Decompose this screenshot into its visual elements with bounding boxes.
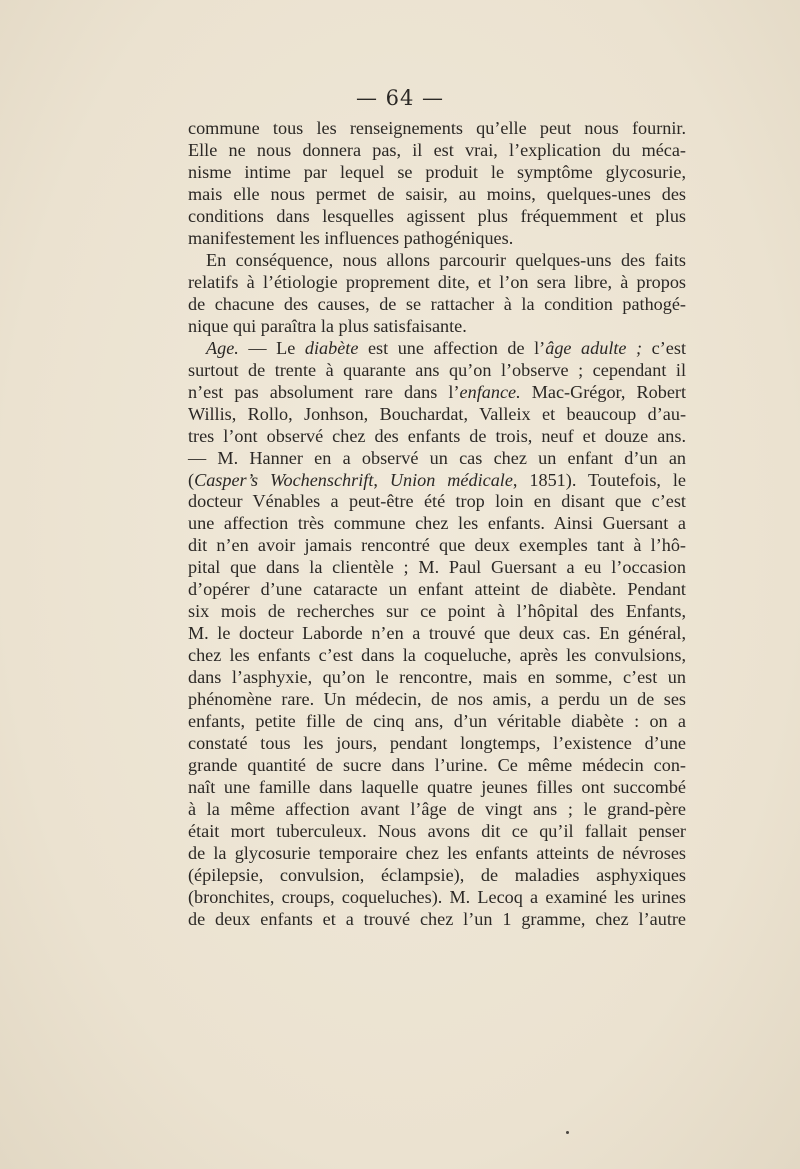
text-line — [188, 228, 686, 250]
text-line — [188, 579, 686, 601]
text-line — [188, 118, 686, 140]
text-run: naît une famille dans laquelle quatre jeunes filles ont succombé — [188, 777, 686, 798]
text-line — [188, 184, 686, 206]
italic-text: Age. — [206, 337, 239, 358]
italic-text: enfance. — [459, 381, 521, 402]
text-run: c’est — [642, 337, 686, 358]
ink-speck — [566, 1131, 569, 1134]
italic-text: diabète — [304, 337, 359, 358]
text-line — [188, 426, 686, 448]
text-line — [188, 470, 686, 492]
text-run: chez les enfants c’est dans la coqueluche, après les convulsions, — [188, 645, 686, 666]
text-line — [188, 448, 686, 470]
text-line — [188, 689, 686, 711]
text-line — [188, 821, 686, 843]
text-run: d’opérer d’une cataracte un enfant atteint de diabète. Pendant — [188, 579, 686, 600]
text-line — [188, 909, 686, 931]
text-run: manifestement les influences pathogéniques. — [188, 227, 514, 248]
text-run: , — [373, 469, 390, 490]
text-line — [188, 316, 686, 338]
text-line — [188, 404, 686, 426]
text-run: ( — [188, 469, 195, 490]
text-run: En conséquence, nous allons parcourir quelques-uns des faits — [206, 249, 686, 270]
text-run: de la glycosurie temporaire chez les enfants atteints de névroses — [188, 842, 686, 863]
text-line — [188, 513, 686, 535]
text-run: Elle ne nous donnera pas, il est vrai, l’explication du méca- — [188, 139, 686, 160]
text-line — [188, 162, 686, 184]
text-line — [188, 250, 686, 272]
text-run: docteur Vénables a peut-être été trop loin en disant que c’est — [188, 491, 686, 512]
text-line — [188, 535, 686, 557]
text-line — [188, 272, 686, 294]
text-line — [188, 206, 686, 228]
text-run: est une affection de l’ — [358, 337, 546, 358]
text-line — [188, 601, 686, 623]
text-line — [188, 667, 686, 689]
text-run: — M. Hanner en a observé un cas chez un enfant d’un an — [188, 447, 686, 468]
text-run: six mois de recherches sur ce point à l’hôpital des Enfants, — [188, 601, 686, 622]
text-run: (épilepsie, convulsion, éclampsie), de maladies asphyxiques — [188, 864, 686, 885]
text-run: grande quantité de sucre dans l’urine. Ce même médecin con- — [188, 755, 686, 776]
text-line — [188, 711, 686, 733]
text-line — [188, 865, 686, 887]
text-run: nisme intime par lequel se produit le symptôme glycosurie, — [188, 161, 686, 182]
italic-text: âge adulte ; — [545, 337, 643, 358]
text-run: mais elle nous permet de saisir, au moins, quelques-unes des — [188, 183, 686, 204]
text-run: tres l’ont observé chez des enfants de trois, neuf et douze ans. — [188, 425, 686, 446]
text-line — [188, 294, 686, 316]
text-line — [188, 777, 686, 799]
text-run: pital que dans la clientèle ; M. Paul Guersant a eu l’occasion — [188, 557, 686, 578]
text-line — [188, 843, 686, 865]
text-run: une affection très commune chez les enfants. Ainsi Guersant a — [188, 513, 686, 534]
text-line — [188, 338, 686, 360]
text-run: , 1851). Toutefois, le — [512, 469, 686, 490]
text-run: constaté tous les jours, pendant longtemps, l’existence d’une — [188, 733, 686, 754]
page-number: — 64 — — [355, 86, 445, 110]
text-line — [188, 733, 686, 755]
text-run: (bronchites, croups, coqueluches). M. Lecoq a examiné les urines — [188, 886, 686, 907]
text-run: enfants, petite fille de cinq ans, d’un véritable diabète : on a — [188, 711, 686, 732]
text-run: dit n’en avoir jamais rencontré que deux exemples tant à l’hô- — [188, 535, 686, 556]
text-line — [188, 645, 686, 667]
text-line — [188, 799, 686, 821]
text-run: Willis, Rollo, Jonhson, Bouchardat, Valleix et beaucoup d’au- — [188, 403, 686, 424]
text-line — [188, 491, 686, 513]
text-run: était mort tuberculeux. Nous avons dit ce qu’il fallait penser — [188, 821, 686, 841]
body-text — [188, 118, 686, 931]
text-line — [188, 382, 686, 404]
text-line — [188, 755, 686, 777]
italic-text: Union médicale — [389, 469, 513, 490]
text-run: à la même affection avant l’âge de vingt ans ; le grand-père — [188, 799, 686, 820]
text-run: phénomène rare. Un médecin, de nos amis, a perdu un de ses — [188, 689, 686, 710]
text-line — [188, 623, 686, 645]
text-run: — Le — [238, 337, 305, 358]
text-line — [188, 557, 686, 579]
text-line — [188, 360, 686, 382]
text-run: de chacune des causes, de se rattacher à la condition pathogé- — [188, 293, 686, 314]
text-run: Mac-Grégor, Robert — [520, 381, 687, 402]
text-run: dans l’asphyxie, qu’on le rencontre, mais en somme, c’est un — [188, 667, 686, 688]
text-run: commune tous les renseignements qu’elle peut nous fournir. — [188, 118, 686, 138]
text-line — [188, 887, 686, 909]
text-run: conditions dans lesquelles agissent plus fréquemment et plus — [188, 205, 686, 226]
text-run: n’est pas absolument rare dans l’ — [188, 381, 460, 402]
text-run: de deux enfants et a trouvé chez l’un 1 gramme, chez l’autre — [188, 908, 686, 929]
text-run: relatifs à l’étiologie proprement dite, et l’on sera libre, à propos — [188, 271, 686, 292]
text-line — [188, 140, 686, 162]
text-run: nique qui paraîtra la plus satisfaisante. — [188, 315, 467, 336]
text-run: M. le docteur Laborde n’en a trouvé que deux cas. En général, — [188, 623, 686, 644]
italic-text: Casper’s Wochenschrift — [194, 469, 374, 490]
text-run: surtout de trente à quarante ans qu’on l’observe ; cependant il — [188, 359, 686, 380]
